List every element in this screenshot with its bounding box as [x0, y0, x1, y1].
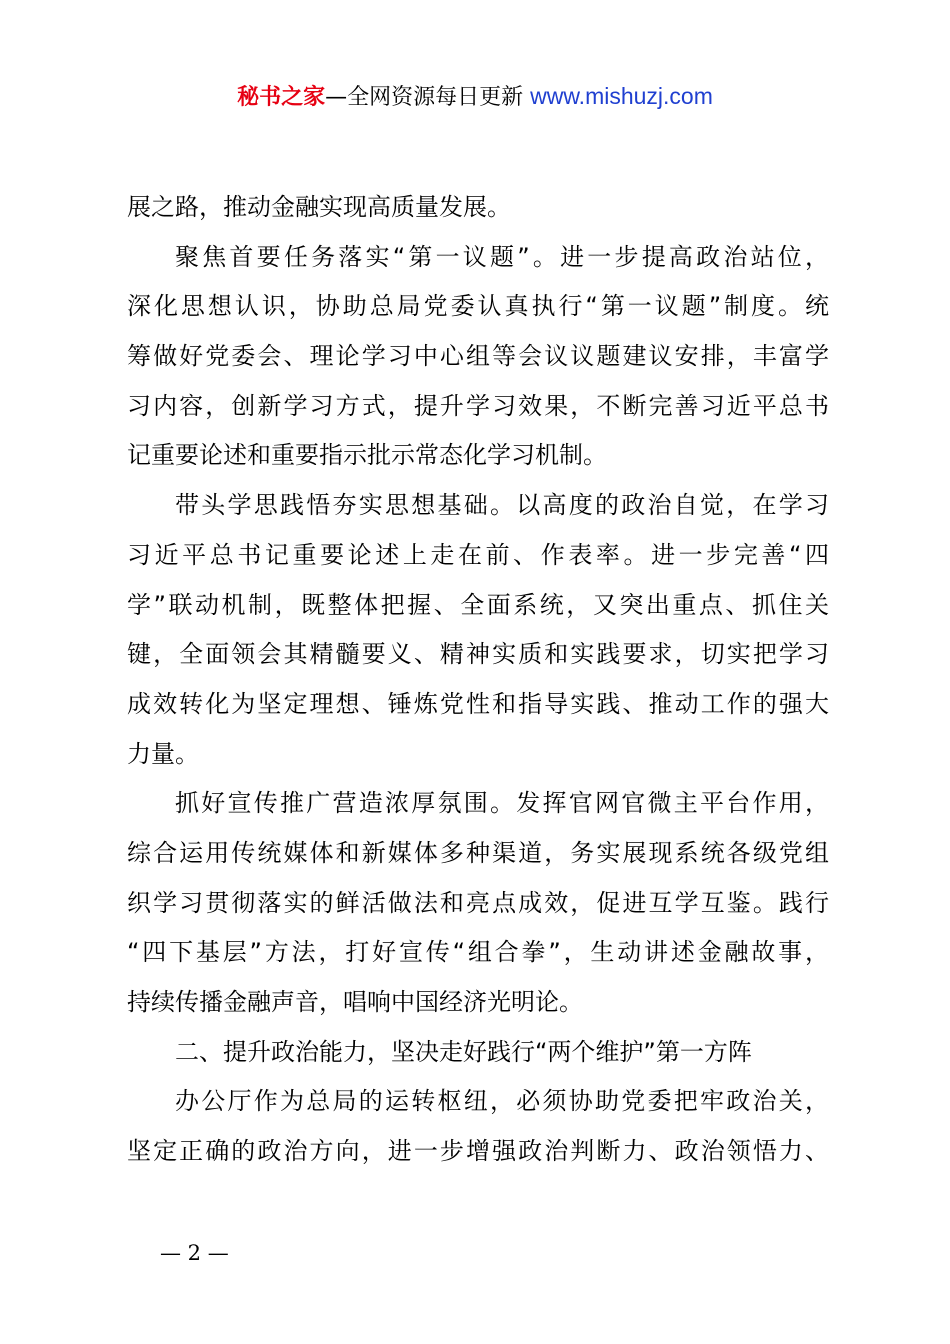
- text-line: 成效转化为坚定理想、锤炼党性和指导实践、推动工作的强大: [127, 689, 829, 718]
- text-line: 筹做好党委会、理论学习中心组等会议议题建议安排，丰富学: [127, 342, 829, 371]
- header-tagline: —全网资源每日更新: [325, 85, 531, 110]
- text-line: 织学习贯彻落实的鲜活做法和亮点成效，促进互学互鉴。践行: [127, 888, 829, 917]
- text-line: 持续传播金融声音，唱响中国经济光明论。: [127, 988, 583, 1016]
- site-url-link[interactable]: www.mishuzj.com: [530, 83, 713, 109]
- text-line: 习内容，创新学习方式，提升学习效果，不断完善习近平总书: [127, 391, 829, 420]
- text-line: “四下基层”方法，打好宣传“组合拳”，生动讲述金融故事，: [127, 938, 829, 967]
- text-line: 展之路，推动金融实现高质量发展。: [127, 193, 511, 221]
- paragraph-heading: 抓好宣传推广营造浓厚氛围。发挥官网官微主平台作用，: [175, 789, 829, 818]
- paragraph-heading: 聚焦首要任务落实“第一议题”。进一步提高政治站位，: [175, 242, 829, 271]
- paragraph-heading: 带头学思践悟夯实思想基础。以高度的政治自觉，在学习: [175, 491, 829, 520]
- page-number: — 2 —: [160, 1241, 229, 1265]
- text-line: 坚定正确的政治方向，进一步增强政治判断力、政治领悟力、: [127, 1137, 829, 1166]
- section-heading: 二、提升政治能力，坚决走好践行“两个维护”第一方阵: [175, 1037, 752, 1066]
- brand-name: 秘书之家: [237, 85, 326, 110]
- text-line: 办公厅作为总局的运转枢纽，必须协助党委把牢政治关，: [175, 1087, 829, 1116]
- site-header: [0, 80, 950, 114]
- text-line: 综合运用传统媒体和新媒体多种渠道，务实展现系统各级党组: [127, 838, 829, 867]
- text-line: 键，全面领会其精髓要义、精神实质和实践要求，切实把学习: [127, 640, 829, 669]
- document-body: [127, 183, 829, 1177]
- text-line: 习近平总书记重要论述上走在前、作表率。进一步完善“四: [127, 540, 829, 569]
- text-line: 记重要论述和重要指示批示常态化学习机制。: [127, 441, 607, 470]
- text-line: 学”联动机制，既整体把握、全面系统，又突出重点、抓住关: [127, 590, 829, 619]
- text-line: 深化思想认识，协助总局党委认真执行“第一议题”制度。统: [127, 292, 829, 321]
- text-line: 力量。: [127, 739, 199, 768]
